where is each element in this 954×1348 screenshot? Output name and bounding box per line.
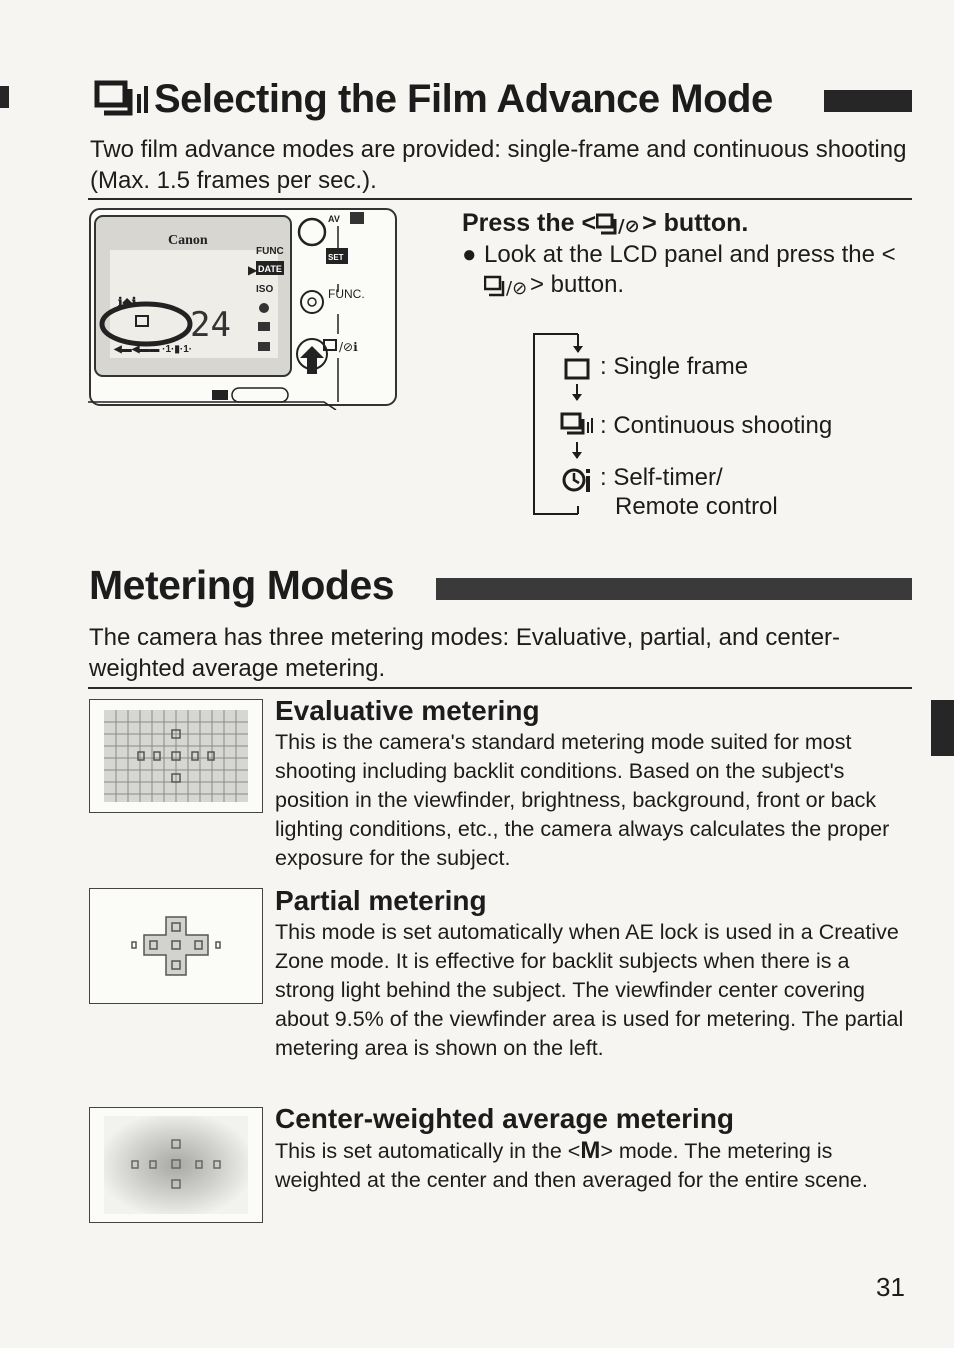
mode-single-frame: : Single frame (600, 353, 749, 380)
continuous-icon (562, 414, 592, 433)
svg-text:/⊘: /⊘ (506, 277, 528, 298)
mode-cycle-diagram (530, 330, 600, 520)
divider (88, 687, 912, 689)
svg-text:/⊘: /⊘ (618, 216, 640, 237)
svg-text:▶: ▶ (248, 263, 258, 277)
continuous-shooting-icon (94, 80, 150, 116)
metering-title: Metering Modes (89, 562, 395, 608)
bullet-point: ● Look at the LCD panel and press the < /⊘ > button. (462, 241, 896, 298)
evaluative-title: Evaluative metering (275, 695, 540, 726)
page-number: 31 (876, 1272, 905, 1302)
manual-mode-symbol: M (580, 1137, 601, 1164)
camera-brand: Canon (168, 233, 208, 248)
self-timer-icon (564, 469, 588, 492)
drive-mode-icon-small (484, 274, 530, 298)
metering-intro: The camera has three metering modes: Evaluative, partial, and center-weighted average metering. (89, 624, 841, 682)
svg-text:DATE: DATE (258, 264, 282, 274)
svg-text:/⊘ℹ: /⊘ℹ (339, 340, 358, 354)
partial-metering-diagram (89, 888, 263, 1004)
film-advance-intro: Two film advance modes are provided: single-frame and continuous shooting (Max. 1.5 frames per sec.). (90, 136, 907, 194)
title-bar (824, 90, 912, 112)
mode-self-timer: : Self-timer/ (600, 464, 723, 491)
camera-lcd-illustration (88, 206, 400, 410)
center-weighted-body: This is set automatically in the <M> mode. The metering is weighted at the center and then averaged for the entire scene. (275, 1137, 868, 1192)
svg-text:FUNC.: FUNC. (328, 287, 365, 301)
partial-title: Partial metering (275, 885, 487, 916)
evaluative-metering-diagram (89, 699, 263, 813)
step-heading: Press the < /⊘ > button. (462, 209, 749, 237)
drive-mode-icon (596, 212, 642, 236)
svg-text:ℹ◆ℹ: ℹ◆ℹ (118, 295, 137, 309)
svg-text:FUNC: FUNC (256, 246, 284, 257)
left-edge-mark (0, 86, 9, 108)
bullet-text: Look at the LCD panel and press the < (484, 241, 896, 268)
mode-continuous: : Continuous shooting (600, 412, 833, 439)
svg-text:ISO: ISO (256, 284, 274, 295)
metering-title-bar (436, 578, 912, 600)
evaluative-body: This is the camera's standard metering mode suited for most shooting including backlit conditions. Based on the subject's position in the viewfinder, brightness, background, front or back lighting conditions, etc., the camera always calculates the proper exposure for the subject. (275, 730, 890, 870)
svg-text:AV: AV (328, 214, 340, 224)
right-thumb-tab (931, 700, 954, 756)
svg-text:◀▬◀▬▬ ·1·▮·1·: ◀▬◀▬▬ ·1·▮·1· (114, 344, 193, 355)
svg-text:SET: SET (328, 253, 344, 262)
frame-counter: 24 (190, 305, 231, 345)
mode-remote-control: Remote control (615, 493, 778, 520)
single-frame-icon (566, 360, 588, 378)
divider (88, 198, 912, 200)
center-weighted-title: Center-weighted average metering (275, 1103, 735, 1134)
partial-body: This mode is set automatically when AE lock is used in a Creative Zone mode. It is effective for backlit subjects when there is a strong light behind the subject. The viewfinder center covering about 9.5% of the viewfinder area is used for metering. The partial metering area is shown on the left. (275, 920, 904, 1060)
center-weighted-metering-diagram (89, 1107, 263, 1223)
film-advance-title: Selecting the Film Advance Mode (154, 77, 773, 121)
